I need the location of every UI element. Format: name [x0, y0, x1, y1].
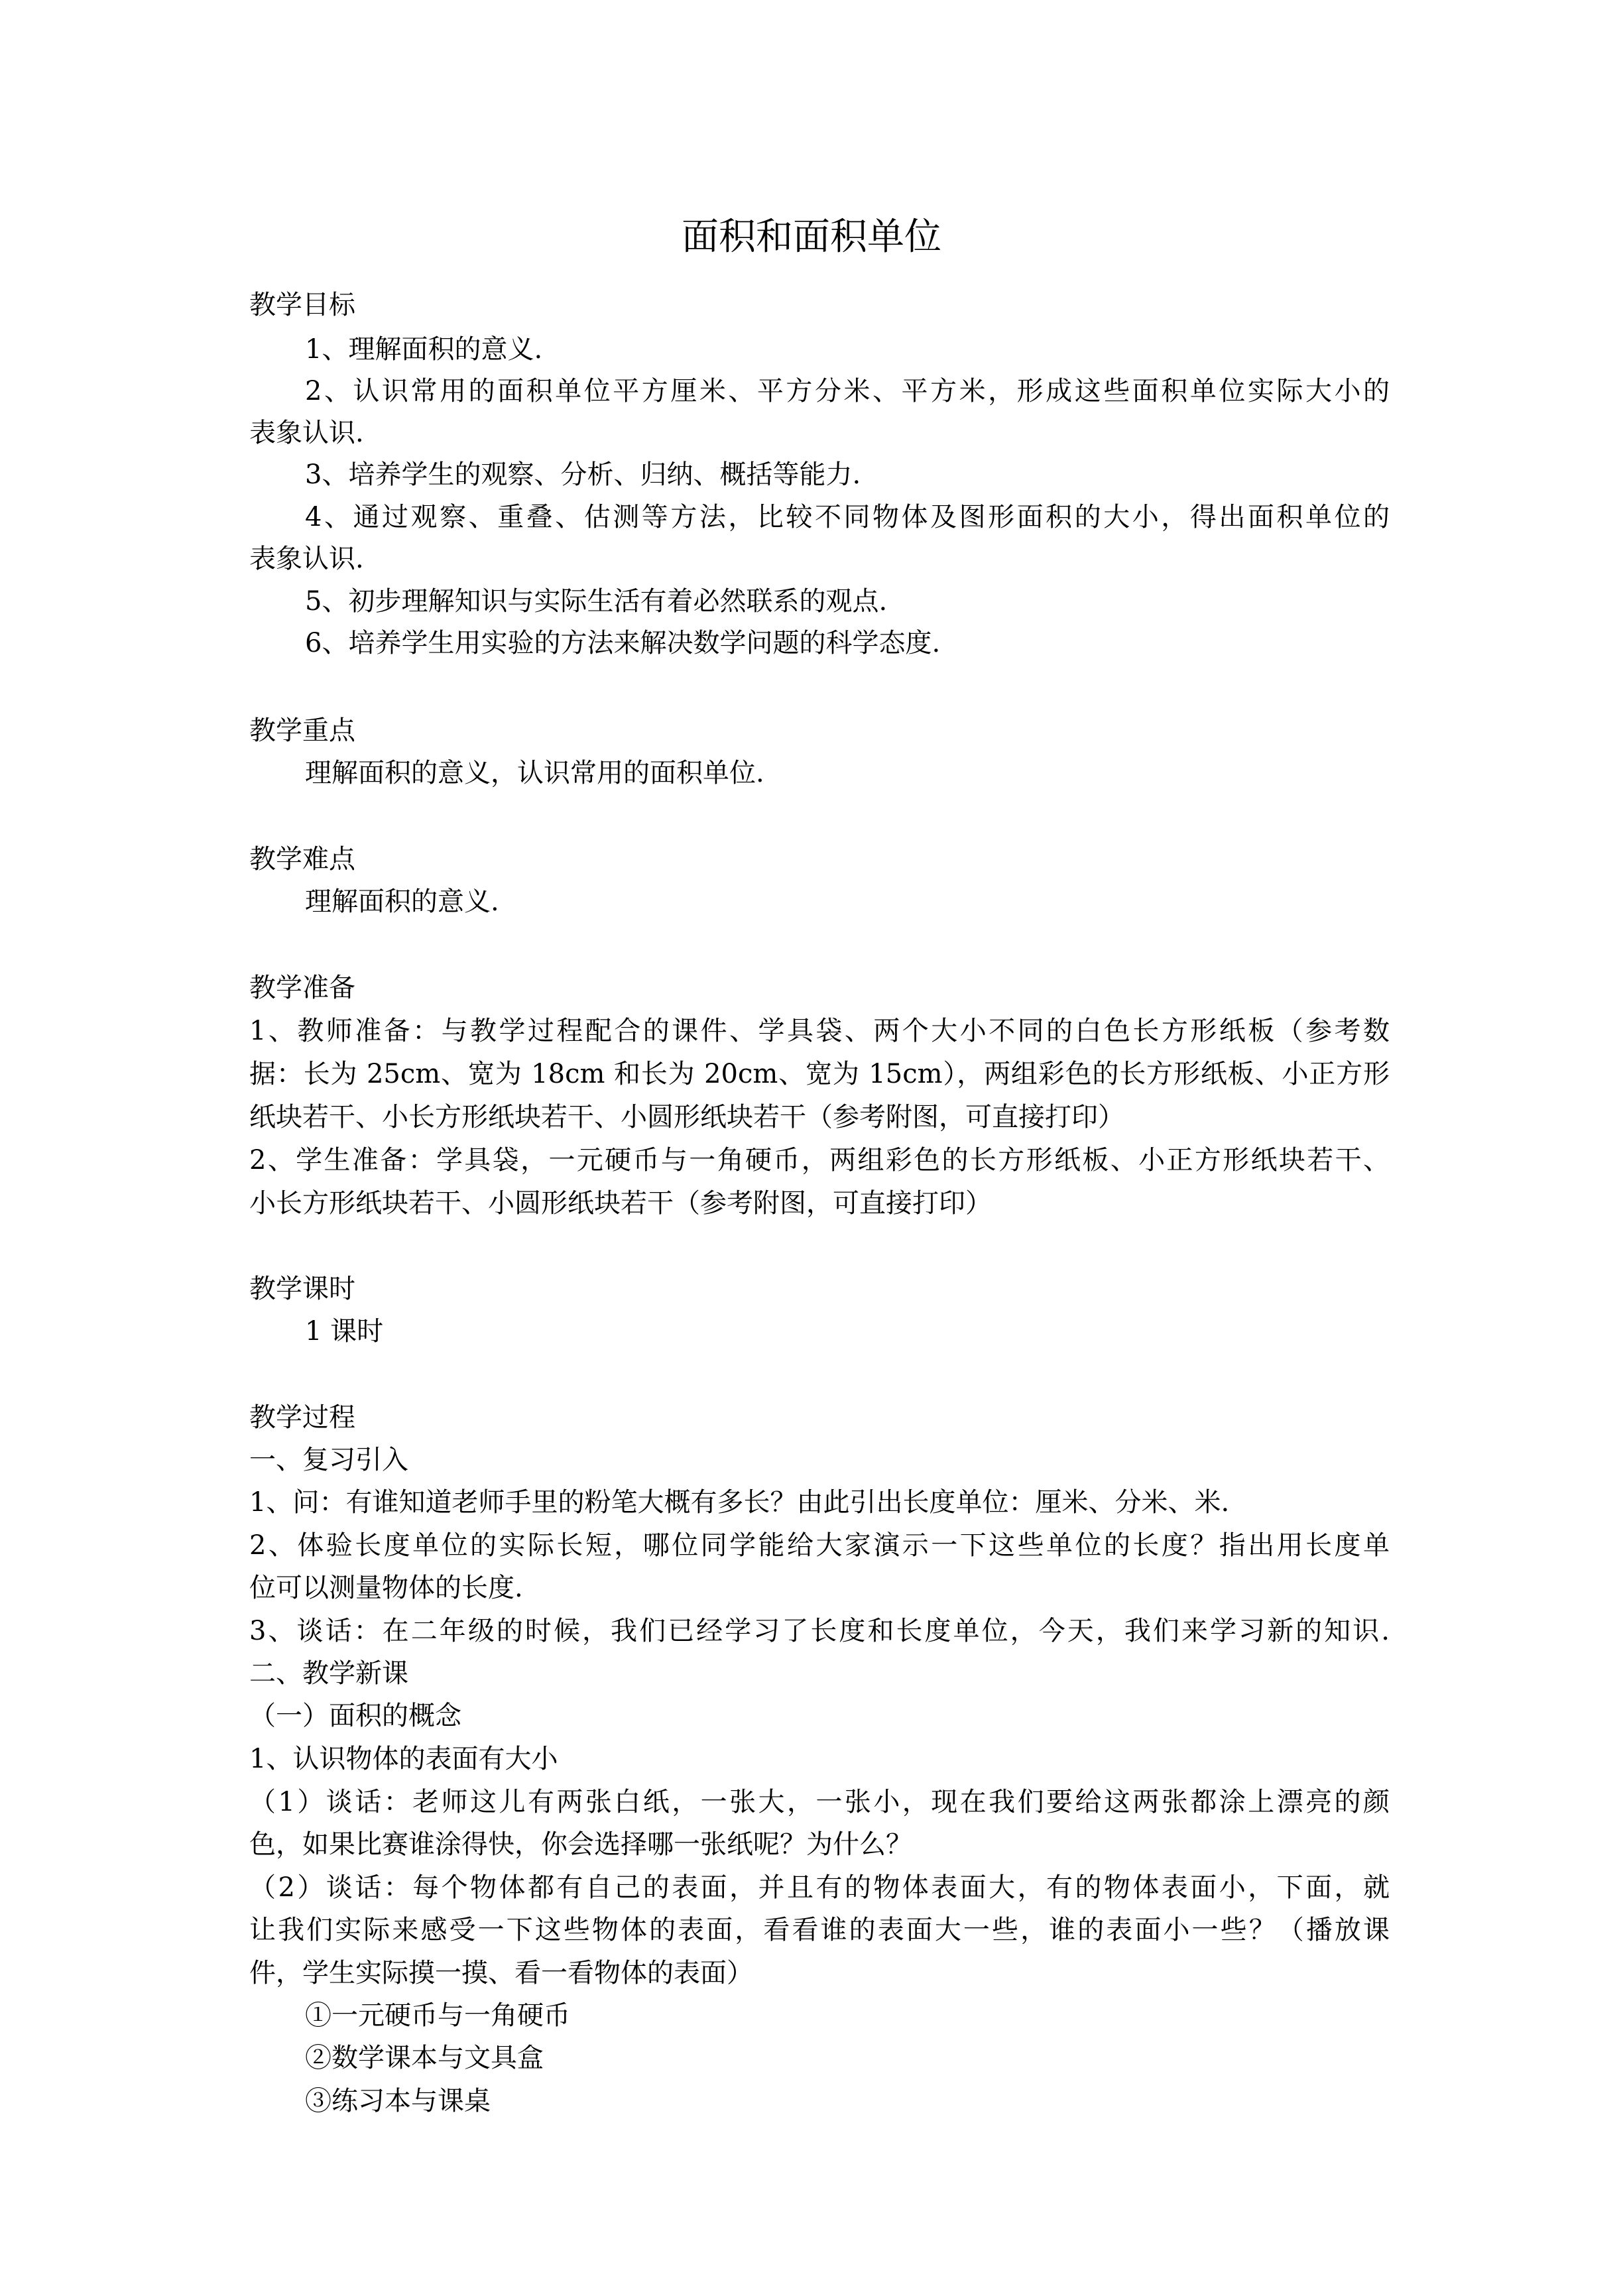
process-line: 3、谈话：在二年级的时候，我们已经学习了长度和长度单位，今天，我们来学习新的知识.	[249, 1616, 1390, 1646]
objective-item: 6、培养学生用实验的方法来解决数学问题的科学态度.	[305, 628, 941, 658]
preparation-line: 小长方形纸块若干、小圆形纸块若干（参考附图，可直接打印）	[249, 1188, 992, 1219]
preparation-line: 纸块若干、小长方形纸块若干、小圆形纸块若干（参考附图，可直接打印）	[249, 1102, 1124, 1132]
objective-item: 表象认识.	[249, 544, 364, 574]
process-line: 一、复习引入	[249, 1445, 408, 1475]
section-heading-process: 教学过程	[249, 1402, 355, 1433]
process-line: 1、问：有谁知道老师手里的粉笔大概有多长？由此引出长度单位：厘米、分米、米.	[249, 1487, 1230, 1518]
preparation-line: 1、教师准备：与教学过程配合的课件、学具袋、两个大小不同的白色长方形纸板（参考数	[249, 1016, 1390, 1046]
section-heading-difficulties: 教学难点	[249, 844, 355, 875]
section-heading-preparation: 教学准备	[249, 973, 355, 1003]
objective-item: 4、通过观察、重叠、估测等方法，比较不同物体及图形面积的大小，得出面积单位的	[305, 502, 1390, 532]
process-line: 件，学生实际摸一摸、看一看物体的表面）	[249, 1958, 753, 1988]
process-line: 色，如果比赛谁涂得快，你会选择哪一张纸呢？为什么？	[249, 1829, 912, 1860]
difficulties-text: 理解面积的意义.	[305, 886, 499, 917]
objective-item: 3、培养学生的观察、分析、归纳、概括等能力.	[305, 459, 861, 490]
process-line: 2、体验长度单位的实际长短，哪位同学能给大家演示一下这些单位的长度？指出用长度单	[249, 1530, 1390, 1561]
periods-text: 1 课时	[305, 1316, 384, 1347]
document-title: 面积和面积单位	[682, 215, 941, 259]
objective-item: 2、认识常用的面积单位平方厘米、平方分米、平方米，形成这些面积单位实际大小的	[305, 376, 1390, 406]
key-points-text: 理解面积的意义，认识常用的面积单位.	[305, 758, 764, 788]
process-line: 二、教学新课	[249, 1658, 408, 1689]
section-heading-objectives: 教学目标	[249, 290, 355, 320]
preparation-line: 据：长为 25cm、宽为 18cm 和长为 20cm、宽为 15cm），两组彩色的长方形纸板、小正方形	[249, 1059, 1390, 1089]
preparation-line: 2、学生准备：学具袋，一元硬币与一角硬币，两组彩色的长方形纸板、小正方形纸块若干、	[249, 1145, 1390, 1176]
process-line: 位可以测量物体的长度.	[249, 1573, 523, 1603]
process-sub-item: ②数学课本与文具盒	[305, 2043, 544, 2073]
process-line: （1）谈话：老师这儿有两张白纸，一张大，一张小，现在我们要给这两张都涂上漂亮的颜	[249, 1787, 1390, 1817]
process-line: （2）谈话：每个物体都有自己的表面，并且有的物体表面大，有的物体表面小，下面，就	[249, 1872, 1390, 1903]
objective-item: 5、初步理解知识与实际生活有着必然联系的观点.	[305, 586, 888, 617]
objective-item: 1、理解面积的意义.	[305, 334, 543, 365]
process-line: 让我们实际来感受一下这些物体的表面，看看谁的表面大一些，谁的表面小一些？（播放课	[249, 1915, 1390, 1945]
process-line: 1、认识物体的表面有大小	[249, 1744, 558, 1774]
objective-item: 表象认识.	[249, 418, 364, 448]
process-line: （一）面积的概念	[249, 1701, 461, 1731]
section-heading-periods: 教学课时	[249, 1274, 355, 1304]
process-sub-item: ①一元硬币与一角硬币	[305, 2000, 570, 2031]
process-sub-item: ③练习本与课桌	[305, 2086, 491, 2116]
section-heading-key-points: 教学重点	[249, 715, 355, 746]
